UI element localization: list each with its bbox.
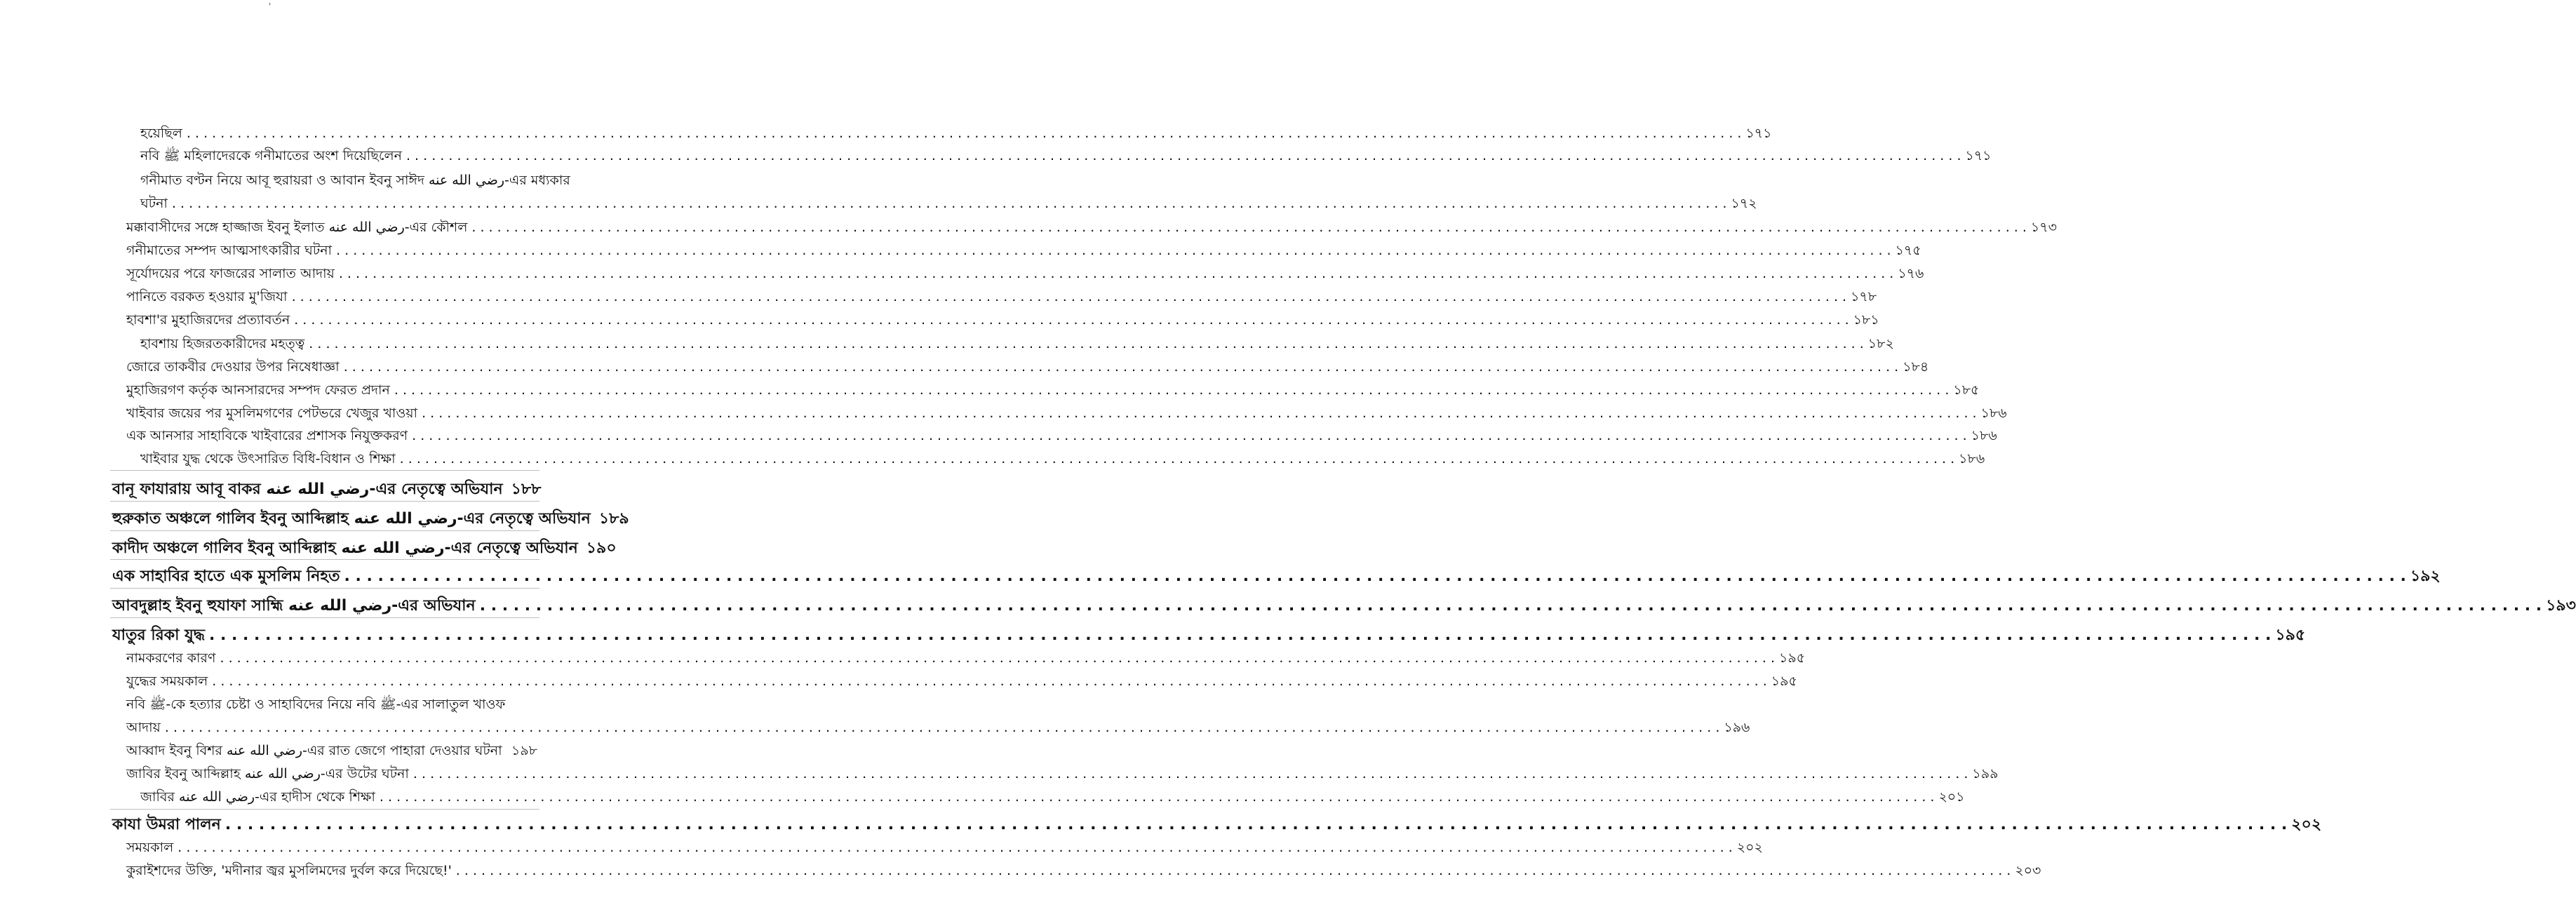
toc-entry-title: কাযা উমরা পালন — [112, 816, 221, 833]
page-mark: ' — [269, 1, 271, 11]
toc-entry-title: নবি ﷺ মহিলাদেরকে গনীমাতের অংশ দিয়েছিলেন — [140, 148, 402, 163]
toc-chapter[interactable] — [112, 477, 542, 503]
toc-entry-title: গনীমাত বণ্টন নিয়ে আবূ হুরায়রা ও আবান ইবনু সাঈদ رضي الله عنه-এর মধ্যকার — [140, 173, 570, 188]
toc-entry[interactable] — [126, 764, 1999, 786]
toc-entry-page: ১৯৮ — [511, 743, 537, 758]
toc-entry[interactable] — [126, 403, 2007, 426]
toc-entry-title: জাবির رضي الله عنه-এর হাদীস থেকে শিক্ষা — [140, 789, 375, 805]
dot-leader — [336, 243, 1891, 258]
toc-entry[interactable] — [126, 380, 1980, 403]
toc-entry[interactable] — [126, 718, 1750, 740]
dot-leader — [380, 789, 1935, 805]
toc-entry-title: যুদ্ধের সময়কাল — [126, 673, 208, 689]
toc-entry[interactable] — [126, 426, 1997, 448]
toc-entry[interactable] — [126, 357, 1929, 380]
section-divider — [110, 501, 539, 502]
toc-entry-page: ১৯৬ — [1724, 720, 1750, 735]
toc-entry-page: ১৭৫ — [1895, 243, 1921, 258]
toc-entry-title: বানূ ফাযারায় আবূ বাকর رضي الله عنه-এর নেতৃত্বে অভিযান — [112, 481, 503, 498]
toc-entry-title: সূর্যোদয়ের পরে ফাজরের সালাত আদায় — [126, 266, 335, 281]
toc-entry-page: ১৭৩ — [2030, 220, 2057, 235]
dot-leader — [471, 220, 2027, 235]
toc-entry-page: ১৮১ — [1853, 312, 1879, 328]
toc-entry-page: ১৯৩ — [2546, 597, 2576, 615]
toc-entry-page: ২০১ — [1938, 789, 1965, 805]
toc-entry-title: ঘটনা — [140, 196, 168, 211]
dot-leader — [292, 289, 1847, 304]
toc-entry-title: মক্কাবাসীদের সঙ্গে হাজ্জাজ ইবনু ইলাত رضي الله عنه-এর কৌশল — [126, 220, 468, 235]
section-divider — [110, 470, 539, 471]
section-divider — [110, 809, 539, 810]
toc-entry-page: ২০২ — [1736, 840, 1763, 855]
toc-entry[interactable] — [126, 671, 1797, 694]
toc-entry-page: ১৯৫ — [1771, 673, 1797, 689]
toc-entry[interactable] — [140, 787, 1965, 810]
section-divider — [110, 588, 539, 589]
toc-entry[interactable] — [126, 838, 1763, 860]
toc-entry-page: ২০৩ — [2015, 863, 2041, 878]
toc-entry[interactable] — [126, 264, 1924, 286]
toc-entry-title: সময়কাল — [126, 840, 174, 855]
toc-entry-title: পানিতে বরকত হওয়ার মু'জিযা — [126, 289, 288, 304]
toc-entry-title: আবদুল্লাহ ইবনু হুযাফা সাহ্মি رضي الله عنه-এর অভিযান — [112, 597, 476, 615]
toc-entry-page: ১৭৮ — [1851, 289, 1877, 304]
toc-entry-page: ১৮৬ — [1971, 428, 1997, 443]
dot-leader — [456, 863, 2011, 878]
toc-entry-title: হয়েছিল — [140, 126, 182, 141]
toc-entry[interactable] — [140, 123, 1772, 146]
toc-entry-title: এক সাহাবির হাতে এক মুসলিম নিহত — [112, 568, 340, 585]
toc-entry[interactable] — [126, 695, 537, 717]
toc-entry-page: ১৭৬ — [1898, 266, 1924, 281]
toc-entry-page: ১৮৪ — [1903, 359, 1929, 375]
dot-leader — [187, 126, 1742, 141]
toc-entry-title: এক আনসার সাহাবিকে খাইবারের প্রশাসক নিযুক্তকরণ — [126, 428, 408, 443]
toc-entry-title: কাদীদ অঞ্চলে গালিব ইবনু আব্দিল্লাহ رضي الله عنه-এর নেতৃত্বে অভিযান — [112, 539, 578, 557]
toc-entry-page: ১৮২ — [1867, 336, 1894, 351]
dot-leader — [225, 816, 2287, 833]
toc-entry-title: যাতুর রিকা যুদ্ধ — [112, 626, 205, 644]
dot-leader — [172, 196, 1727, 211]
toc-entry-page: ১৮৬ — [1959, 451, 1985, 467]
dot-leader — [400, 451, 1955, 467]
dot-leader — [209, 626, 2271, 644]
toc-entry-page: ১৮৫ — [1953, 382, 1980, 398]
toc-entry-title: আদায় — [126, 720, 161, 735]
dot-leader — [165, 720, 1720, 735]
toc-entry-page: ১৮৯ — [598, 510, 629, 528]
toc-entry-page: ১৯৫ — [1779, 650, 1806, 666]
toc-entry-title: খাইবার যুদ্ধ থেকে উৎসারিত বিধি-বিধান ও শিক্ষা — [140, 451, 396, 467]
toc-entry[interactable] — [126, 861, 2041, 883]
toc-entry-page: ১৭১ — [1965, 148, 1992, 163]
dot-leader — [413, 766, 1968, 782]
toc-chapter[interactable] — [112, 623, 2306, 649]
toc-chapter[interactable] — [112, 536, 617, 562]
dot-leader — [412, 428, 1967, 443]
toc-entry[interactable] — [126, 241, 1921, 263]
toc-entry[interactable] — [140, 334, 1894, 356]
toc-entry-page: ১৮৮ — [511, 481, 542, 498]
toc-entry[interactable] — [126, 217, 2057, 240]
toc-entry-page: ১৯৫ — [2275, 626, 2306, 644]
toc-entry[interactable] — [140, 449, 1985, 471]
dot-leader — [177, 840, 1733, 855]
toc-entry[interactable] — [140, 146, 1992, 168]
toc-entry-title: হাবশায় হিজরতকারীদের মহত্ত্ব — [140, 336, 305, 351]
toc-entry-title: জোরে তাকবীর দেওয়ার উপর নিষেধাজ্ঞা — [126, 359, 340, 375]
toc-entry-title: হাবশা'র মুহাজিরদের প্রত্যাবর্তন — [126, 312, 290, 328]
toc-entry-title: হুরুকাত অঞ্চলে গালিব ইবনু আব্দিল্লাহ رضي الله عنه-এর নেতৃত্বে অভিযান — [112, 510, 591, 528]
toc-entry-title: গনীমাতের সম্পদ আত্মসাৎকারীর ঘটনা — [126, 243, 333, 258]
toc-entry-title: খাইবার জয়ের পর মুসলিমগণের পেটভরে খেজুর খাওয়া — [126, 405, 418, 421]
toc-entry[interactable] — [140, 194, 1757, 216]
toc-entry[interactable] — [126, 648, 1806, 671]
dot-leader — [212, 673, 1767, 689]
section-divider — [110, 530, 539, 531]
toc-entry-title: নামকরণের কারণ — [126, 650, 216, 666]
dot-leader — [480, 597, 2542, 615]
dot-leader — [422, 405, 1977, 421]
toc-entry[interactable] — [126, 310, 1879, 333]
toc-entry-page: ১৭১ — [1745, 126, 1772, 141]
toc-entry-page: ২০২ — [2291, 816, 2322, 833]
toc-entry-page: ১৯২ — [2410, 568, 2441, 585]
toc-entry-page: ১৯০ — [586, 539, 617, 557]
dot-leader — [344, 568, 2406, 585]
toc-chapter[interactable] — [112, 507, 629, 532]
dot-leader — [294, 312, 1849, 328]
dot-leader — [309, 336, 1864, 351]
dot-leader — [406, 148, 1961, 163]
toc-entry-page: ১৯৯ — [1972, 766, 1999, 782]
toc-entry[interactable] — [140, 170, 570, 193]
section-divider — [110, 617, 539, 618]
toc-entry[interactable] — [126, 741, 537, 763]
toc-entry[interactable] — [126, 287, 1877, 309]
toc-chapter[interactable] — [112, 594, 2576, 619]
toc-chapter[interactable] — [112, 812, 2322, 838]
toc-entry-page: ১৮৬ — [1980, 405, 2007, 421]
toc-chapter[interactable] — [112, 564, 2441, 590]
dot-leader — [220, 650, 1776, 666]
toc-entry-page: ১৭২ — [1731, 196, 1757, 211]
toc-entry-title: মুহাজিরগণ কর্তৃক আনসারদের সম্পদ ফেরত প্রদান — [126, 382, 390, 398]
toc-entry-title: জাবির ইবনু আব্দিল্লাহ رضي الله عنه-এর উটের ঘটনা — [126, 766, 409, 782]
dot-leader — [344, 359, 1899, 375]
dot-leader — [394, 382, 1950, 398]
toc-entry-title: কুরাইশদের উক্তি, 'মদীনার জ্বর মুসলিমদের দুর্বল করে দিয়েছে!' — [126, 863, 452, 878]
dot-leader — [339, 266, 1894, 281]
toc-entry-title: আব্বাদ ইবনু বিশর رضي الله عنه-এর রাত জেগে পাহারা দেওয়ার ঘটনা — [126, 743, 502, 758]
toc-entry-title: নবি ﷺ-কে হত্যার চেষ্টা ও সাহাবিদের নিয়ে নবি ﷺ-এর সালাতুল খাওফ — [126, 697, 506, 712]
section-divider — [110, 559, 539, 560]
